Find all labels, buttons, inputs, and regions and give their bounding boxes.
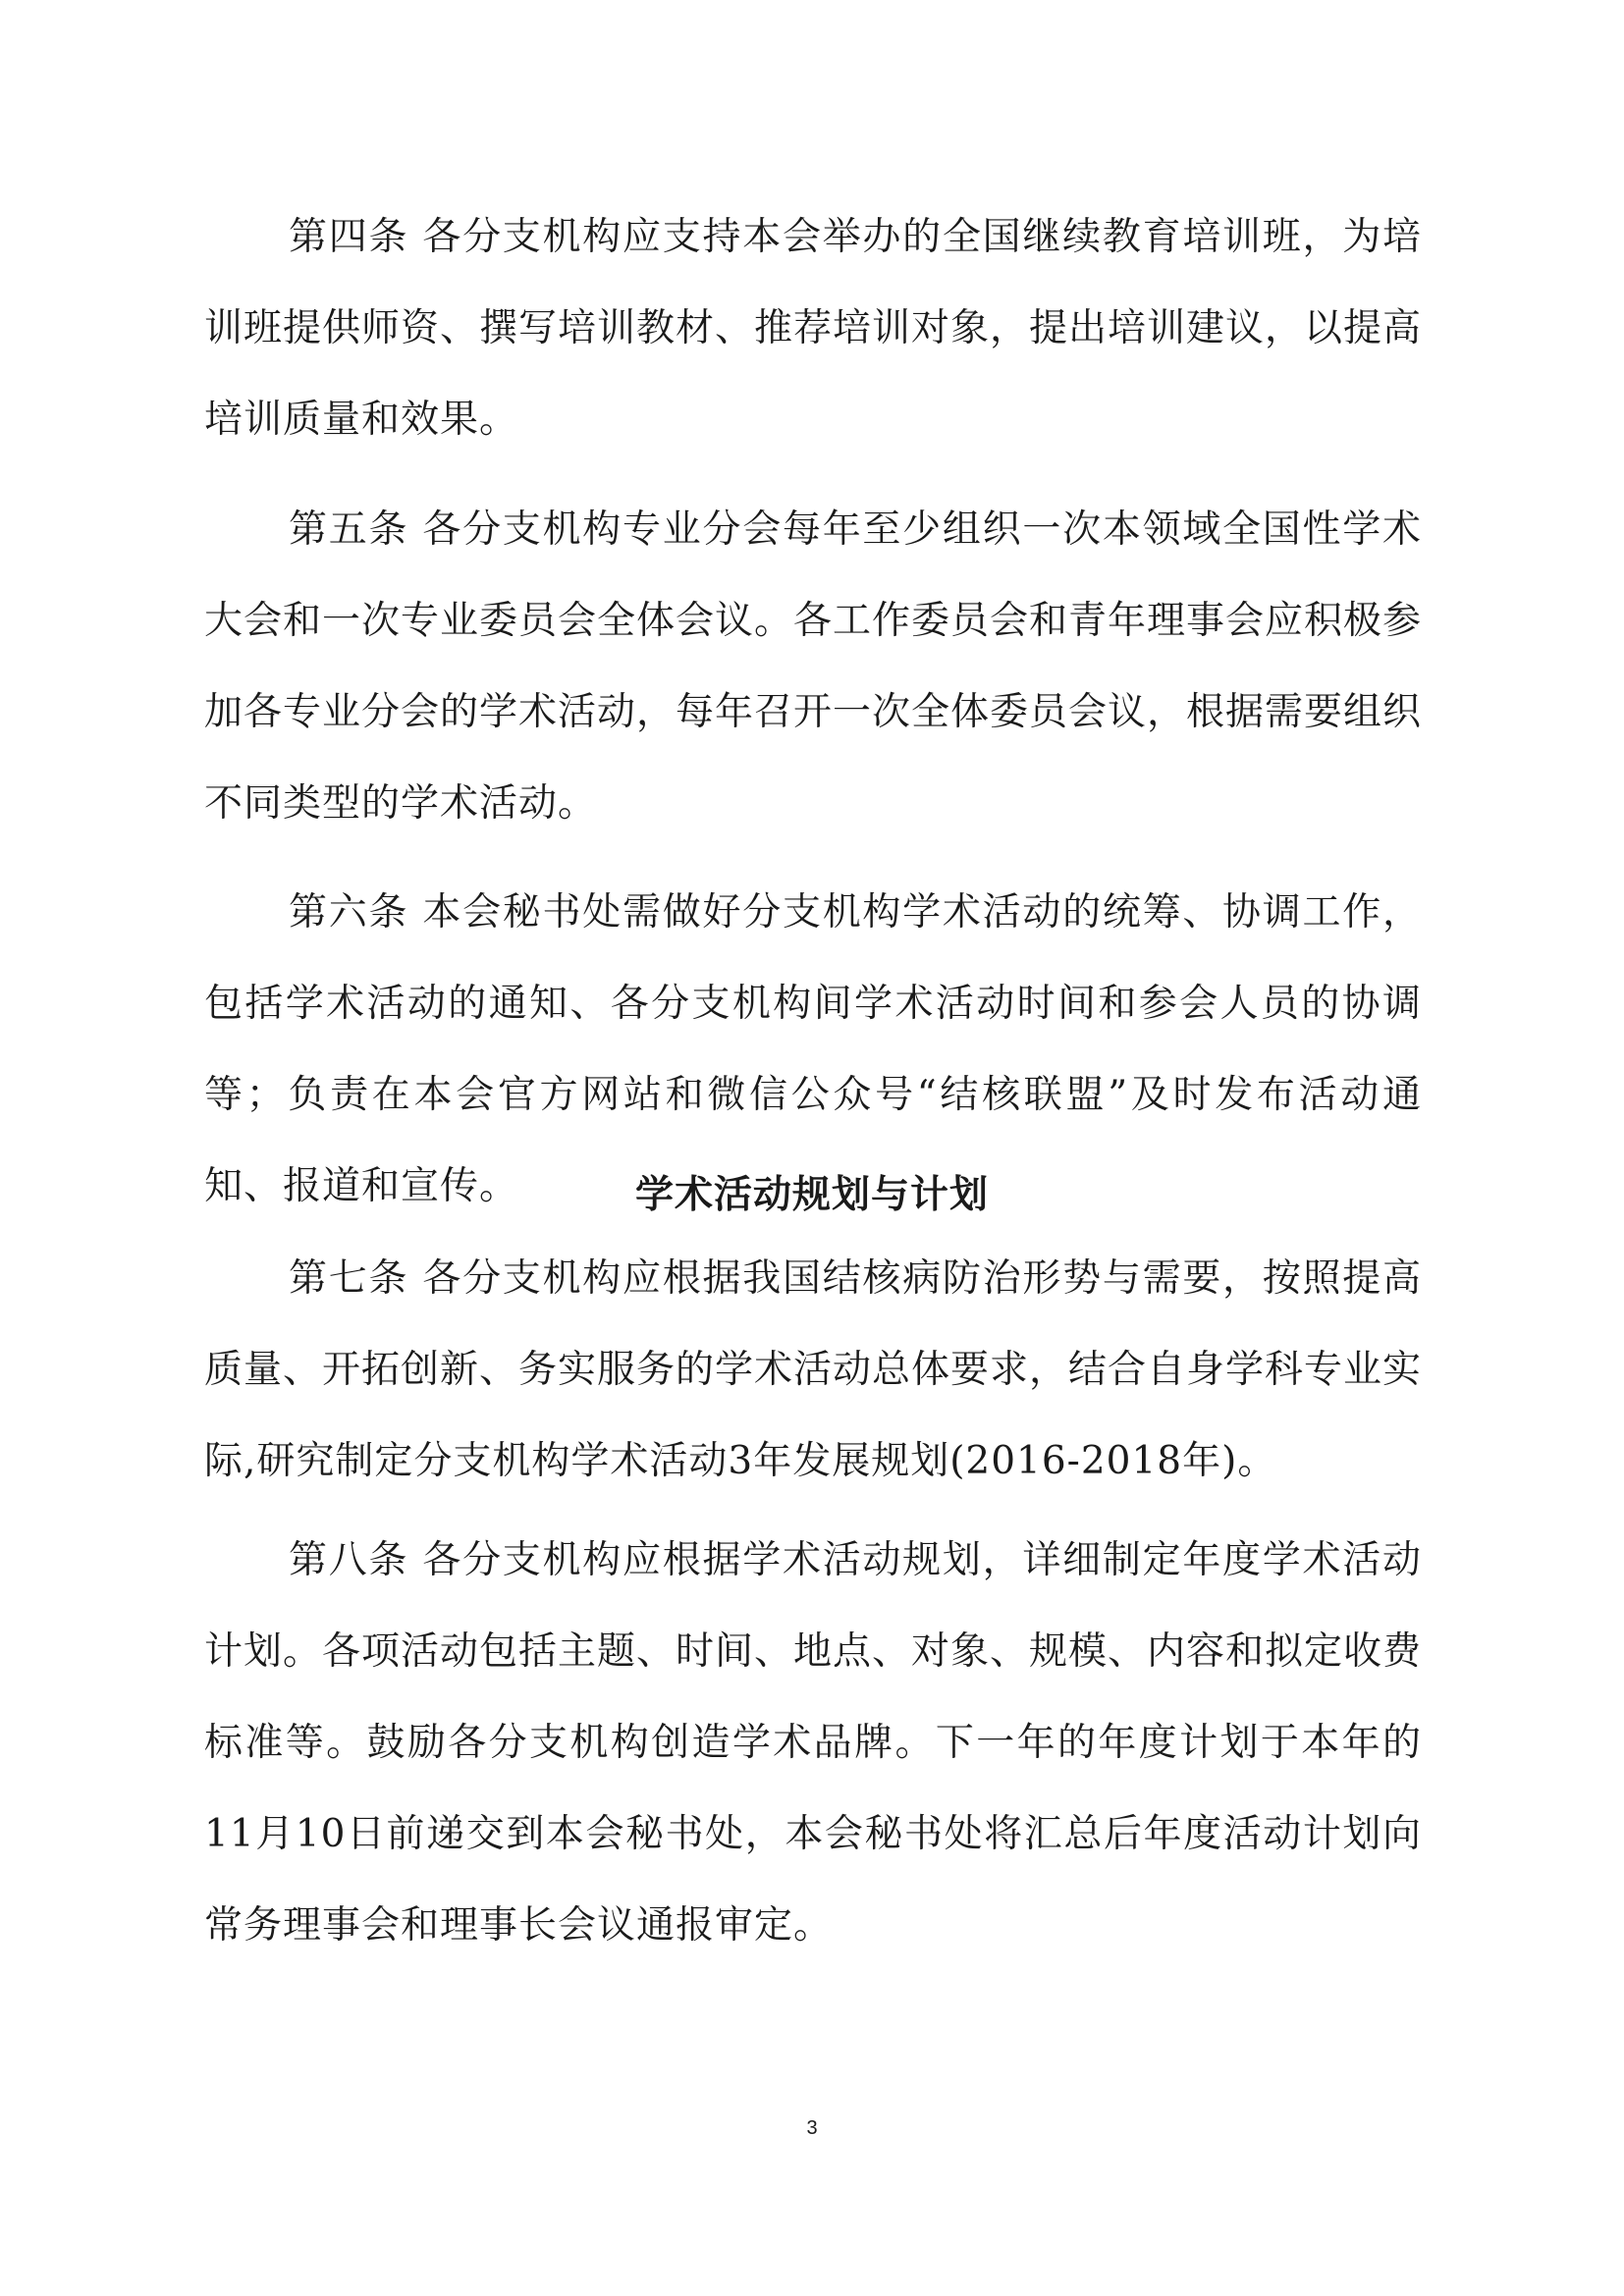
article-4-paragraph: 第四条 各分支机构应支持本会举办的全国继续教育培训班，为培训班提供师资、撰写培训教材、推荐培训对象，提出培训建议，以提高培训质量和效果。 xyxy=(204,215,1423,442)
section-heading: 学术活动规划与计划 xyxy=(634,1173,989,1217)
article-8-paragraph: 第八条 各分支机构应根据学术活动规划，详细制定年度学术活动计划。各项活动包括主题、时间、地点、对象、规模、内容和拟定收费标准等。鼓励各分支机构创造学术品牌。下一年的年度计划于本年的11月10日前递交到本会秘书处，本会秘书处将汇总后年度活动计划向常务理事会和理事长会议通报审定。 xyxy=(204,1538,1423,1948)
page-number: 3 xyxy=(806,2117,818,2139)
article-7-paragraph: 第七条 各分支机构应根据我国结核病防治形势与需要，按照提高质量、开拓创新、务实服务的学术活动总体要求，结合自身学科专业实际,研究制定分支机构学术活动3年发展规划(2016-2018年)。 xyxy=(204,1256,1423,1483)
article-5-paragraph: 第五条 各分支机构专业分会每年至少组织一次本领域全国性学术大会和一次专业委员会全体会议。各工作委员会和青年理事会应积极参加各专业分会的学术活动，每年召开一次全体委员会议，根据需要组织不同类型的学术活动。 xyxy=(204,507,1423,826)
article-6-paragraph: 第六条 本会秘书处需做好分支机构学术活动的统筹、协调工作，包括学术活动的通知、各分支机构间学术活动时间和参会人员的协调等；负责在本会官方网站和微信公众号“结核联盟”及时发布活动通知、报道和宣传。 xyxy=(204,890,1422,1208)
